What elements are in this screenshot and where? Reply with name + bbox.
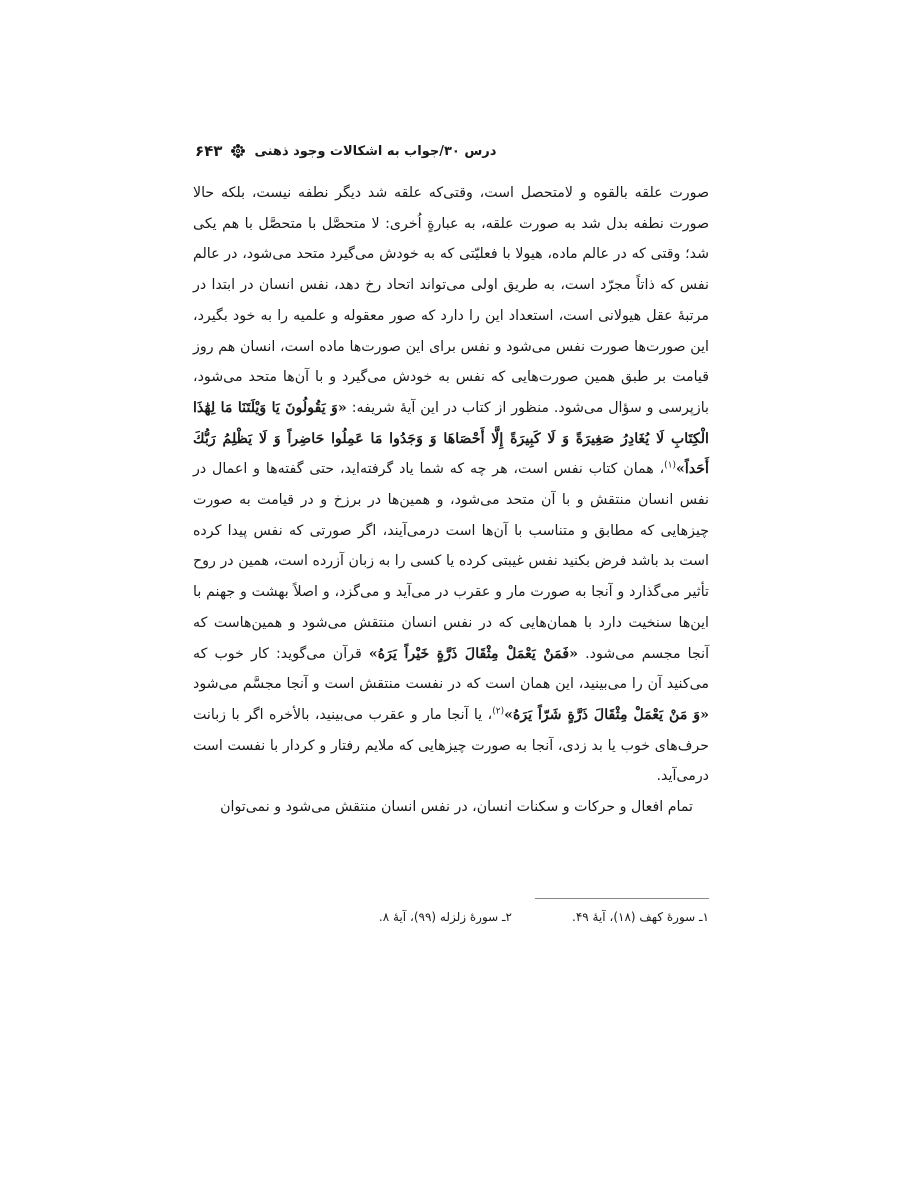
chapter-title: درس ۳۰/جواب به اشکالات وجود ذهنی	[254, 143, 497, 159]
flower-ornament-icon	[230, 143, 246, 159]
footnotes	[300, 910, 709, 924]
main-text	[193, 178, 709, 823]
footnote-reference: (۱)	[664, 460, 677, 471]
text-segment: ، همان کتاب نفس است، هر چه که شما یاد گرفته‌اید، حتی گفته‌ها و اعمال در نفس انسان منتقش و با آن متحد می‌شود، و همین‌ها در برزخ و در قیامت به صورت چیزهایی که مطابق و متناسب با آن‌ها است درمی‌آیند، اگر صورتی که نفس پیدا کرده است بد باشد فرض بکنید نفس غیبتی کرده یا کسی را به زبان آزرده است، همین در روح تأثیر می‌گذارد و آنجا به صورت مار و عقرب در می‌آید و می‌گزد، و اصلاً بهشت و جهنم با این‌ها سنخیت دارد با همان‌هایی که در نفس انسان منتقش می‌شود و همین‌هاست که آنجا مجسم می‌شود.	[193, 461, 710, 662]
running-header	[195, 139, 707, 163]
quran-verse: «وَ مَنْ يَعْمَلْ مِثْقَالَ ذَرَّةٍ شَرّاً يَرَهُ»	[504, 706, 709, 723]
quran-verse: «فَمَنْ يَعْمَلْ مِثْقَالَ ذَرَّةٍ خَيْراً يَرَهُ»	[368, 645, 579, 662]
quran-verse: «وَ يَقُولُونَ يَا وَيْلَتَنَا مَا لِهَٰذَا الْكِتَابِ لَا يُغَادِرُ صَغِيرَةً وَ لَا كَبِيرَةً إِلَّا أَحْصَاهَا وَ وَجَدُوا مَا عَمِلُوا حَاضِراً وَ لَا يَظْلِمُ رَبُّكَ أَحَداً»	[193, 399, 709, 478]
footnote: ۲ـ سورهٔ زلزله (۹۹)، آیهٔ ۸.	[378, 910, 512, 924]
text-segment: قرآن می‌گوید: کار خوب که می‌کنید آن را می‌بینید، این همان است که در نفست منتقش است و آنجا مجسَّم می‌شود	[193, 645, 709, 693]
paragraph: تمام افعال و حرکات و سکنات انسان، در نفس انسان منتقش می‌شود و نمی‌توان	[220, 799, 693, 816]
footnote-divider	[535, 898, 709, 899]
paragraph	[193, 178, 709, 792]
text-segment: ، یا آنجا مار و عقرب می‌بینید، بالأخره اگر با زبانت حرف‌های خوب یا بد زدی، آنجا به صورت چیزهایی که ملایم رفتار و کردار با نفست است درمی‌آید.	[193, 706, 709, 785]
footnote-reference: (۲)	[492, 706, 505, 717]
page-number: ۶۴۳	[195, 142, 223, 160]
footnote: ۱ـ سورهٔ کهف (۱۸)، آیهٔ ۴۹.	[571, 910, 709, 924]
text-segment: صورت علقه بالقوه و لامتحصل است، وقتی‌که علقه شد دیگر نطفه نیست، بلکه حالا صورت نطفه بدل شد به صورت علقه، به عبارةٍ اُخری: لا متحصَّل با متحصَّل با هم یکی شد؛ وقتی که در عالم ماده، هیولا با فعلیّتی که به خودش می‌گیرد متحد می‌شود، در عالم نفس که ذاتاً مجرّد است، به طریق اولی می‌تواند اتحاد رخ دهد، نفس انسان در ابتدا در مرتبهٔ عقل هیولانی است، استعداد این را دارد که صور معقوله و علمیه را به خود بگیرد، این صورت‌ها صورت نفس می‌شود و نفس برای این صورت‌ها ماده است، انسان هم روز قیامت بر طبق همین صورت‌هایی که نفس به خودش می‌گیرد و با آن‌ها متحد می‌شود، بازپرسی و سؤال می‌شود. منظور از کتاب در این آیهٔ شریفه:	[193, 185, 709, 416]
